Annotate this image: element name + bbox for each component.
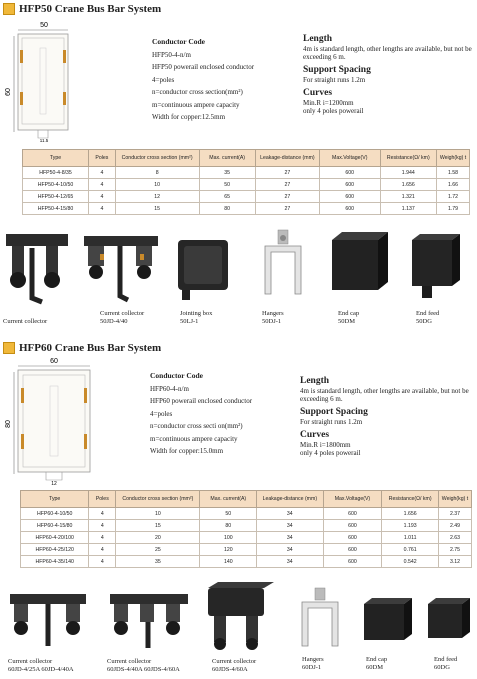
length-title: Length [303,34,333,44]
table-row [21,508,472,520]
end-feed-60dg-image [420,590,476,652]
current-collector-50jd-image [80,228,164,310]
table-cell: 2.75 [439,544,472,556]
table-cell: HFP60-4-25/120 [21,544,89,556]
table-cell: 1.011 [382,532,439,544]
table-row [21,532,472,544]
table-cell: 0.542 [382,556,439,568]
table-cell: HFP50-4-10/50 [23,179,89,191]
spec-line: HFP60-4-n/m [150,384,189,393]
section-marker-icon [3,3,15,15]
table-cell: 1.66 [437,179,470,191]
table-cell: 4 [89,520,116,532]
table-row [23,191,470,203]
current-collector-60jd-image [4,586,94,654]
table-cell: 34 [257,556,323,568]
caption-hangers-60dj: Hangers 60DJ-1 [302,656,324,671]
table-cell: 4 [89,203,116,215]
table-cell: HFP60-4-10/50 [21,508,89,520]
table-cell: 1.944 [380,167,437,179]
table-cell: 4 [89,167,116,179]
dim-side-label: 60 [5,88,12,96]
col-header: Type [23,150,89,167]
table-cell: 50 [200,508,257,520]
length-text: 4m is standard length, other lengths are available, but not be exceeding 6 m. [303,45,472,61]
table-cell: HFP60-4-20/100 [21,532,89,544]
table-cell: 140 [200,556,257,568]
section-title-hfp50: HFP50 Crane Bus Bar System [3,3,161,15]
curves-title: Curves [303,88,333,98]
table-cell: 25 [116,544,200,556]
col-header: Type [21,491,89,508]
spec-heading: Conductor Code [152,37,205,46]
col-header: Max.Voltage(V) [323,491,382,508]
table-header-row [23,150,470,167]
spec-line: m=continuous ampere capacity [150,434,238,443]
table-cell: 50 [199,179,255,191]
section-marker-icon [3,342,15,354]
support-text: For straight runs 1.2m [303,76,366,84]
hfp50-side-info [303,34,475,115]
caption-current-collector-60jd: Current collector 60JD-4/25A 60JD-4/40A [8,658,74,673]
table-cell: 1.321 [380,191,437,203]
dim-top-label: 50 [40,22,48,29]
col-header: Conductor cross section (mm²) [115,150,199,167]
table-cell: 80 [200,520,257,532]
table-cell: 120 [200,544,257,556]
caption-end-feed-60dg: End feed 60DG [434,656,458,671]
table-cell: 600 [319,167,380,179]
caption-hangers: Hangers 50DJ-1 [262,310,284,325]
table-cell: 1.193 [382,520,439,532]
table-cell: 2.37 [439,508,472,520]
table-cell: HFP50-4-15/80 [23,203,89,215]
spec-line: HFP60 powerail enclosed conductor [150,397,253,405]
curves-title: Curves [300,430,330,440]
hfp60-spec-table [20,490,472,568]
table-cell: 1.656 [382,508,439,520]
spec-line: HFP50 powerail enclosed conductor [152,63,255,71]
hfp60-conductor-code-block [150,370,300,458]
table-cell: 1.137 [380,203,437,215]
spec-line: 4=poles [152,75,175,84]
col-header: Resistance(Ω/ km) [380,150,437,167]
table-cell: 600 [323,532,382,544]
col-header: Resistance(Ω/ km) [382,491,439,508]
col-header: Leakage-distance (mm) [255,150,319,167]
table-cell: 34 [257,544,323,556]
table-row [21,520,472,532]
table-cell: 4 [89,532,116,544]
curves-line: Min.R i=1800mm [300,441,351,449]
length-text: 4m is standard length, other lengths are available, but not be exceeding 6 m. [300,387,469,403]
hfp50-spec-table [22,149,470,215]
hfp60-profile-drawing [4,356,94,486]
hfp50-profile-drawing [4,20,84,142]
spec-line: m=continuous ampere capacity [152,100,240,109]
hfp60-side-info [300,376,472,457]
spec-line: Width for copper:15.0mm [150,447,224,455]
jointing-box-image [168,230,240,310]
col-header: Max. current(A) [199,150,255,167]
table-cell: 4 [89,179,116,191]
col-header: Max.Voltage(V) [319,150,380,167]
spec-line: n=conductor cross secti on(mm²) [150,422,243,430]
col-header: Poles [89,491,116,508]
table-cell: 600 [323,520,382,532]
dim-bottom-label: 12 [51,481,57,486]
table-cell: 1.656 [380,179,437,191]
spec-line: 4=poles [150,409,173,418]
table-cell: 1.79 [437,203,470,215]
col-header: Leakage-distance (mm) [257,491,323,508]
table-cell: 1.58 [437,167,470,179]
table-cell: HFP50-4-8/35 [23,167,89,179]
table-row [21,556,472,568]
hfp50-conductor-code-block [152,36,302,124]
table-cell: 27 [255,167,319,179]
table-cell: 15 [115,203,199,215]
table-cell: 27 [255,203,319,215]
col-header: Conductor cross section (mm²) [116,491,200,508]
table-cell: 600 [323,556,382,568]
table-cell: 34 [257,520,323,532]
curves-line: only 4 poles powerail [303,107,364,115]
caption-current-collector: Current collector [3,318,48,325]
spec-line: Width for copper:12.5mm [152,113,226,121]
table-cell: 10 [116,508,200,520]
dim-bottom-label: 11.5 [39,138,49,142]
caption-end-cap-60dm: End cap 60DM [366,656,388,671]
table-cell: 35 [199,167,255,179]
table-cell: 3.12 [439,556,472,568]
curves-line: only 4 poles powerail [300,449,361,457]
table-cell: 4 [89,544,116,556]
caption-end-cap: End cap 50DM [338,310,360,325]
table-cell: 2.49 [439,520,472,532]
dim-side-label: 80 [5,420,12,428]
table-cell: 27 [255,179,319,191]
table-cell: 10 [115,179,199,191]
table-cell: 2.63 [439,532,472,544]
col-header: Max. current(A) [200,491,257,508]
table-header-row [21,491,472,508]
current-collector-image [2,228,74,310]
table-cell: 4 [89,508,116,520]
table-row [23,179,470,191]
table-cell: 4 [89,556,116,568]
table-cell: 34 [257,508,323,520]
spec-heading: Conductor Code [150,371,203,380]
end-cap-60dm-image [354,590,420,652]
end-feed-image [398,228,472,312]
table-cell: 8 [115,167,199,179]
caption-end-feed: End feed 50DG [416,310,440,325]
table-row [23,203,470,215]
table-cell: 600 [319,191,380,203]
table-cell: 34 [257,532,323,544]
spec-line: n=conductor cross section(mm²) [152,88,243,96]
table-cell: 600 [323,508,382,520]
col-header: Poles [89,150,116,167]
table-cell: 35 [116,556,200,568]
table-cell: 600 [319,203,380,215]
caption-current-collector-50jd: Current collector 50JD-4/40 [100,310,145,325]
current-collector-60jds-60a-image [200,580,280,656]
table-cell: 12 [115,191,199,203]
table-cell: 4 [89,191,116,203]
table-cell: 27 [255,191,319,203]
col-header: Weigh(kg) t [437,150,470,167]
table-cell: 15 [116,520,200,532]
caption-current-collector-60jds-60a: Current collector 60JDS-4/60A [212,658,257,673]
table-cell: 600 [323,544,382,556]
current-collector-60jds-image [104,586,196,654]
spec-line: HFP50-4-n/m [152,50,191,59]
table-cell: 80 [199,203,255,215]
support-title: Support Spacing [303,65,371,75]
table-cell: 65 [199,191,255,203]
table-cell: 1.72 [437,191,470,203]
caption-current-collector-60jds: Current collector 60JDS-4/40A 60JDS-4/60A [107,658,180,673]
table-row [21,544,472,556]
caption-jointing-box: Jointing box 50LJ-1 [180,310,213,325]
hanger-image [253,228,313,312]
table-cell: HFP60-4-15/80 [21,520,89,532]
hanger-60dj-image [292,586,348,656]
table-row [23,167,470,179]
dim-top-label: 60 [50,358,58,365]
table-cell: 100 [200,532,257,544]
end-cap-image [320,228,396,312]
curves-line: Min.R i=1200mm [303,99,354,107]
support-text: For straight runs 1.2m [300,418,363,426]
section-title-hfp60: HFP60 Crane Bus Bar System [3,342,161,354]
length-title: Length [300,376,330,386]
table-cell: 0.761 [382,544,439,556]
col-header: Weigh(kg) t [439,491,472,508]
table-cell: HFP60-4-35/140 [21,556,89,568]
support-title: Support Spacing [300,407,368,417]
table-cell: 600 [319,179,380,191]
table-cell: HFP50-4-12/65 [23,191,89,203]
table-cell: 20 [116,532,200,544]
